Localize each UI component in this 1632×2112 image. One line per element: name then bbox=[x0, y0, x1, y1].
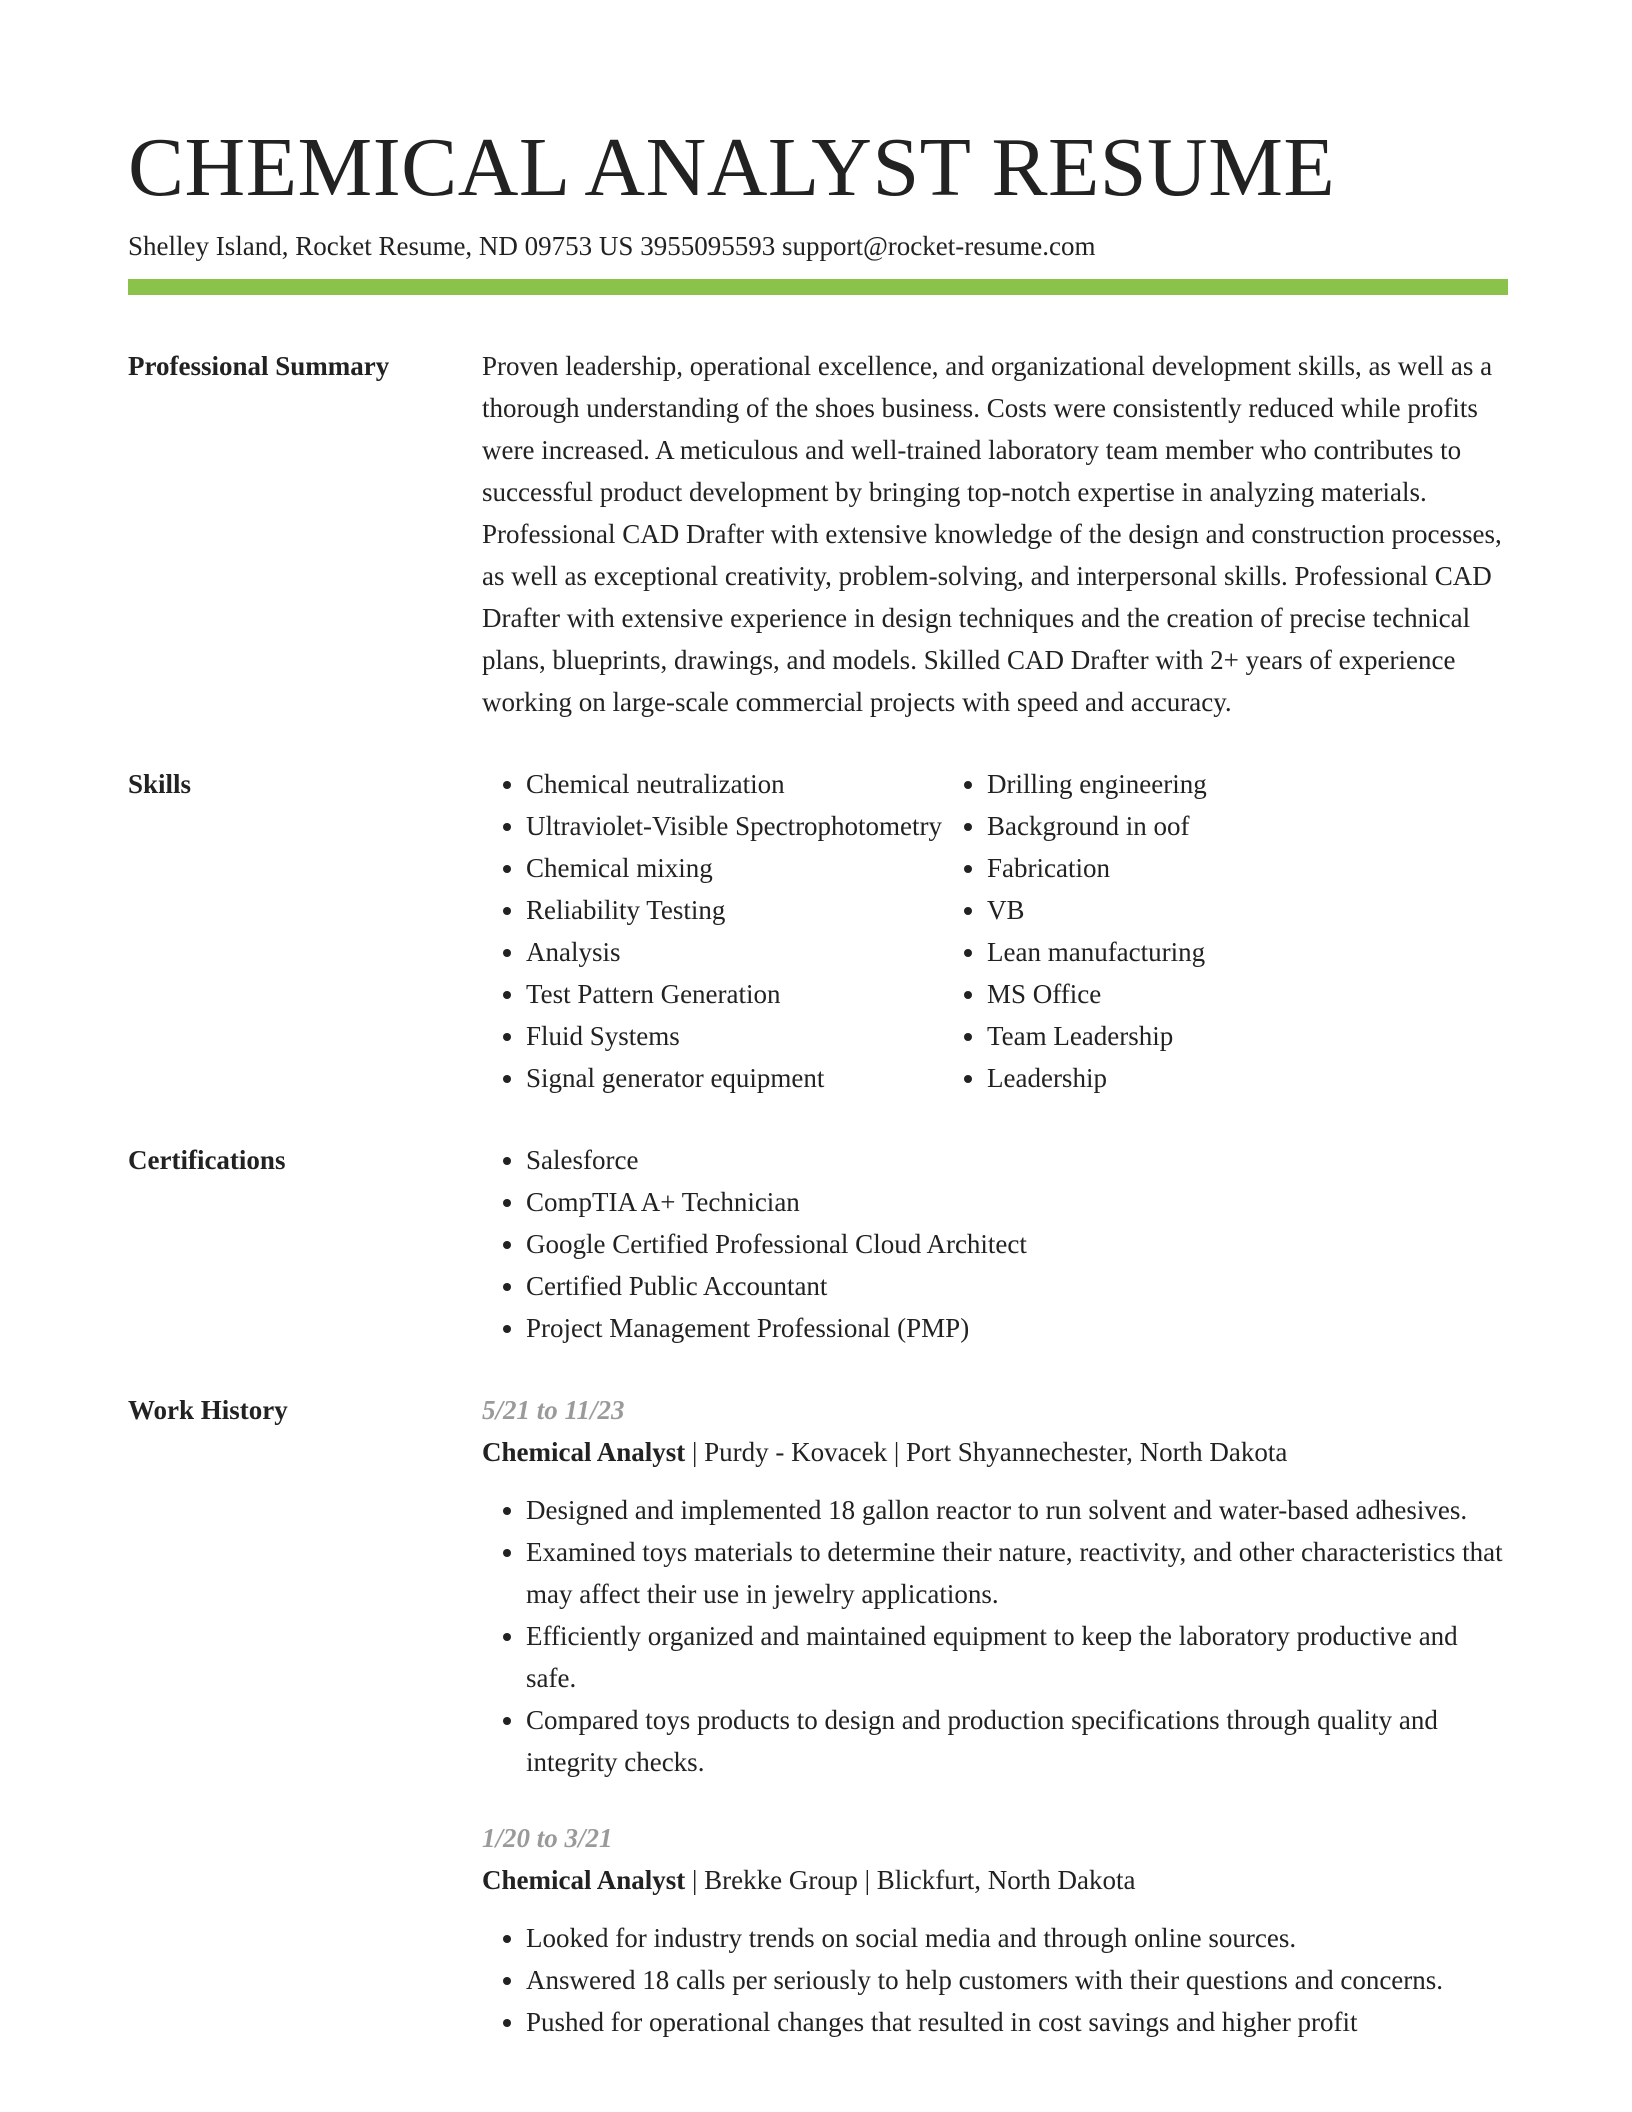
work-history-section bbox=[128, 1389, 1508, 2043]
skill-item: • Drilling engineering bbox=[987, 763, 1508, 805]
section-label-work-history: Work History bbox=[128, 1395, 288, 1425]
skill-item: • Reliability Testing bbox=[526, 889, 943, 931]
skill-item: • Lean manufacturing bbox=[987, 931, 1508, 973]
job-entry bbox=[482, 1817, 1508, 2043]
job-bullet: • Answered 18 calls per seriously to help customers with their questions and concerns. bbox=[526, 1959, 1508, 2001]
job-bullet: • Examined toys materials to determine their nature, reactivity, and other characteristics that may affect their use in jewelry applications. bbox=[526, 1531, 1508, 1615]
skill-item: • Chemical neutralization bbox=[526, 763, 943, 805]
resume-page bbox=[128, 118, 1508, 2043]
job-bullets bbox=[482, 1489, 1508, 1783]
skill-item: • Fluid Systems bbox=[526, 1015, 943, 1057]
job-heading bbox=[482, 1859, 1508, 1901]
job-bullet: • Pushed for operational changes that resulted in cost savings and higher profit bbox=[526, 2001, 1508, 2043]
skills-list-right bbox=[943, 763, 1508, 1099]
job-bullets bbox=[482, 1917, 1508, 2043]
job-employer-location: | Brekke Group | Blickfurt, North Dakota bbox=[685, 1865, 1136, 1895]
certifications-section bbox=[128, 1139, 1508, 1349]
certification-item: • Project Management Professional (PMP) bbox=[526, 1307, 1508, 1349]
certification-item: • CompTIA A+ Technician bbox=[526, 1181, 1508, 1223]
skill-item: • Test Pattern Generation bbox=[526, 973, 943, 1015]
summary-section bbox=[128, 345, 1508, 723]
section-label-certifications: Certifications bbox=[128, 1145, 286, 1175]
skill-item: • Fabrication bbox=[987, 847, 1508, 889]
skill-item: • Ultraviolet-Visible Spectrophotometry bbox=[526, 805, 943, 847]
job-dates: 5/21 to 11/23 bbox=[482, 1395, 625, 1425]
skills-section bbox=[128, 763, 1508, 1099]
job-dates: 1/20 to 3/21 bbox=[482, 1823, 613, 1853]
skill-item: • Chemical mixing bbox=[526, 847, 943, 889]
certification-item: • Google Certified Professional Cloud Architect bbox=[526, 1223, 1508, 1265]
section-label-summary: Professional Summary bbox=[128, 351, 390, 381]
skills-list-left bbox=[482, 763, 943, 1099]
section-label-skills: Skills bbox=[128, 769, 192, 799]
job-employer-location: | Purdy - Kovacek | Port Shyannechester, North Dakota bbox=[685, 1437, 1288, 1467]
skill-item: • Analysis bbox=[526, 931, 943, 973]
job-entry bbox=[482, 1389, 1508, 1783]
skill-item: • Team Leadership bbox=[987, 1015, 1508, 1057]
job-title: Chemical Analyst bbox=[482, 1437, 686, 1467]
certification-item: • Certified Public Accountant bbox=[526, 1265, 1508, 1307]
job-bullet: • Looked for industry trends on social media and through online sources. bbox=[526, 1917, 1508, 1959]
skill-item: • VB bbox=[987, 889, 1508, 931]
job-bullet: • Designed and implemented 18 gallon reactor to run solvent and water-based adhesives. bbox=[526, 1489, 1508, 1531]
certification-item: • Salesforce bbox=[526, 1139, 1508, 1181]
skill-item: • Signal generator equipment bbox=[526, 1057, 943, 1099]
job-heading bbox=[482, 1431, 1508, 1473]
certifications-list bbox=[482, 1139, 1508, 1349]
resume-title: CHEMICAL ANALYST RESUME bbox=[128, 121, 1336, 214]
summary-text: Proven leadership, operational excellence, and organizational development skills, as well as a thorough understanding of the shoes business. Costs were consistently reduced while profits were increased. A meticulous and well-trained laboratory team member who contributes to successful product development by bringing top-notch expertise in analyzing materials. Professional CAD Drafter with extensive knowledge of the design and construction processes, as well as exceptional creativity, problem-solving, and interpersonal skills. Professional CAD Drafter with extensive experience in design techniques and the creation of precise technical plans, blueprints, drawings, and models. Skilled CAD Drafter with 2+ years of experience working on large-scale commercial projects with speed and accuracy. bbox=[482, 351, 1502, 717]
skill-item: • Leadership bbox=[987, 1057, 1508, 1099]
skill-item: • Background in oof bbox=[987, 805, 1508, 847]
job-bullet: • Efficiently organized and maintained equipment to keep the laboratory productive and safe. bbox=[526, 1615, 1508, 1699]
contact-line: Shelley Island, Rocket Resume, ND 09753 US 3955095593 support@rocket-resume.com bbox=[128, 231, 1096, 261]
skill-item: • MS Office bbox=[987, 973, 1508, 1015]
accent-divider bbox=[128, 279, 1508, 295]
job-bullet: • Compared toys products to design and production specifications through quality and integrity checks. bbox=[526, 1699, 1508, 1783]
job-title: Chemical Analyst bbox=[482, 1865, 686, 1895]
